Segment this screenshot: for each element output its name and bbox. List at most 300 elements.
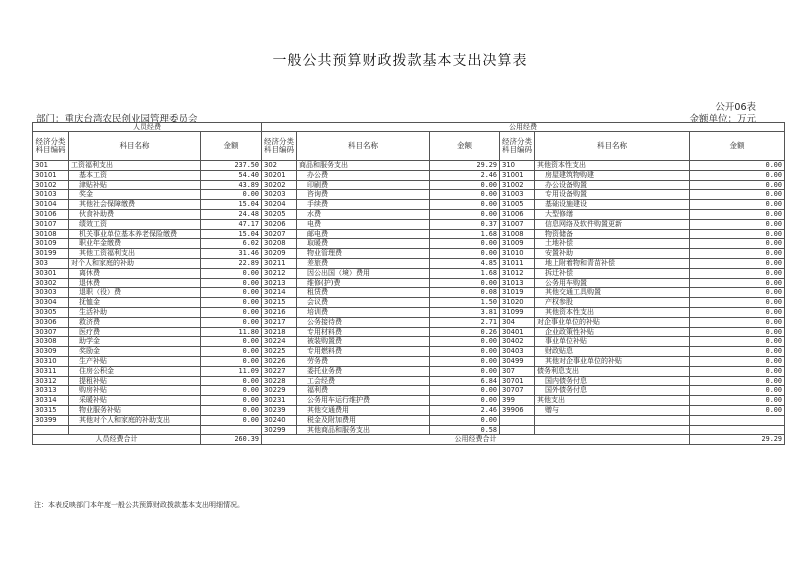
column-header-row [33,132,785,161]
amount-cell: 0.00 [430,396,500,406]
code-cell: 30207 [262,229,297,239]
name-cell: 房屋建筑物购建 [535,170,690,180]
amount-cell: 0.00 [690,366,785,376]
amount-cell: 0.08 [430,288,500,298]
code-cell: 30307 [33,327,69,337]
name-cell: 抚恤金 [69,298,201,308]
col-code-header: 经济分类科目编码 [262,132,297,161]
name-cell: 财政贴息 [535,347,690,357]
name-cell [535,425,690,435]
table-row [33,327,785,337]
amount-cell: 0.00 [201,288,262,298]
col-name-header: 科目名称 [297,132,430,161]
table-row [33,249,785,259]
name-cell [535,415,690,425]
code-cell: 31008 [500,229,535,239]
amount-cell: 0.00 [690,356,785,366]
amount-cell: 0.00 [690,337,785,347]
amount-cell: 0.00 [430,190,500,200]
code-cell: 30214 [262,288,297,298]
code-cell: 30203 [262,190,297,200]
name-cell: 购房补贴 [69,386,201,396]
name-cell: 采暖补贴 [69,396,201,406]
code-cell: 30216 [262,307,297,317]
code-cell: 30108 [33,229,69,239]
code-cell: 31005 [500,200,535,210]
code-cell [500,425,535,435]
amount-cell: 0.58 [430,425,500,435]
name-cell: 印刷费 [297,180,430,190]
name-cell: 会议费 [297,298,430,308]
amount-cell: 0.00 [201,298,262,308]
name-cell: 生活补助 [69,307,201,317]
table-row [33,396,785,406]
amount-cell: 29.29 [430,161,500,171]
amount-cell: 0.00 [201,317,262,327]
name-cell: 助学金 [69,337,201,347]
amount-cell: 6.84 [430,376,500,386]
page-title: 一般公共预算财政拨款基本支出决算表 [272,53,528,69]
code-cell: 30208 [262,239,297,249]
code-cell: 30240 [262,415,297,425]
amount-cell: 15.04 [201,200,262,210]
code-cell: 30217 [262,317,297,327]
group-public-header: 公用经费 [262,123,785,132]
name-cell: 退休费 [69,278,201,288]
amount-cell: 0.00 [690,307,785,317]
amount-cell: 0.00 [690,219,785,229]
name-cell: 大型修缮 [535,209,690,219]
name-cell: 其他交通工具购置 [535,288,690,298]
amount-cell: 43.89 [201,180,262,190]
col-code-header: 经济分类科目编码 [500,132,535,161]
name-cell: 其他支出 [535,396,690,406]
code-cell: 30312 [33,376,69,386]
amount-cell: 0.00 [690,190,785,200]
amount-cell: 0.00 [201,396,262,406]
amount-cell: 0.00 [201,405,262,415]
name-cell: 住房公积金 [69,366,201,376]
total-public-value: 29.29 [690,435,785,445]
code-cell: 30225 [262,347,297,357]
code-cell: 39906 [500,405,535,415]
name-cell: 公务接待费 [297,317,430,327]
code-cell: 30403 [500,347,535,357]
code-cell: 30229 [262,386,297,396]
code-cell: 31011 [500,258,535,268]
amount-cell: 2.46 [430,405,500,415]
name-cell: 赠与 [535,405,690,415]
amount-cell: 0.00 [201,386,262,396]
name-cell: 退职（役）费 [69,288,201,298]
code-cell: 30103 [33,190,69,200]
code-cell: 31007 [500,219,535,229]
code-cell: 31019 [500,288,535,298]
code-cell: 31002 [500,180,535,190]
code-cell: 31001 [500,170,535,180]
code-cell: 30109 [33,239,69,249]
amount-cell: 0.00 [430,366,500,376]
code-cell: 30301 [33,268,69,278]
name-cell: 拆迁补偿 [535,268,690,278]
name-cell: 提租补贴 [69,376,201,386]
name-cell: 公务用车购置 [535,278,690,288]
amount-cell: 3.81 [430,307,500,317]
code-cell: 30313 [33,386,69,396]
code-cell: 30701 [500,376,535,386]
group-personnel-header: 人员经费 [33,123,262,132]
table-row [33,317,785,327]
amount-cell: 0.00 [690,317,785,327]
code-cell: 310 [500,161,535,171]
form-number: 公开06表 [715,102,756,113]
name-cell: 产权参股 [535,298,690,308]
amount-cell: 0.00 [690,298,785,308]
amount-cell: 0.00 [430,347,500,357]
amount-cell: 11.80 [201,327,262,337]
amount-cell: 0.00 [201,278,262,288]
name-cell: 医疗费 [69,327,201,337]
name-cell: 劳务费 [297,356,430,366]
amount-cell: 0.00 [690,180,785,190]
table-row [33,288,785,298]
code-cell: 30224 [262,337,297,347]
name-cell: 水费 [297,209,430,219]
amount-cell: 0.00 [690,268,785,278]
name-cell [69,425,201,435]
amount-cell: 0.26 [430,327,500,337]
code-cell: 30104 [33,200,69,210]
code-cell: 30314 [33,396,69,406]
name-cell: 电费 [297,219,430,229]
name-cell: 公务用车运行维护费 [297,396,430,406]
name-cell: 工会经费 [297,376,430,386]
table-row [33,278,785,288]
total-personnel-label: 人员经费合计 [33,435,201,445]
amount-cell: 0.00 [690,161,785,171]
table-row [33,200,785,210]
table-row [33,209,785,219]
code-cell: 30218 [262,327,297,337]
name-cell: 办公设备购置 [535,180,690,190]
code-cell: 30201 [262,170,297,180]
amount-cell [690,415,785,425]
name-cell: 安置补助 [535,249,690,259]
code-cell: 399 [500,396,535,406]
name-cell: 离休费 [69,268,201,278]
code-cell: 31013 [500,278,535,288]
amount-cell: 0.00 [201,347,262,357]
code-cell: 31020 [500,298,535,308]
amount-cell: 1.68 [430,268,500,278]
name-cell: 专用设备购置 [535,190,690,200]
code-cell: 31010 [500,249,535,259]
code-cell: 30302 [33,278,69,288]
amount-cell: 0.00 [430,337,500,347]
code-cell: 302 [262,161,297,171]
amount-cell: 0.00 [690,239,785,249]
name-cell: 其他对个人和家庭的补助支出 [69,415,201,425]
amount-cell: 0.00 [690,278,785,288]
total-personnel-value: 260.39 [201,435,262,445]
code-cell: 30213 [262,278,297,288]
name-cell: 救济费 [69,317,201,327]
amount-cell: 0.00 [690,170,785,180]
code-cell: 30231 [262,396,297,406]
table-row [33,258,785,268]
amount-cell: 1.50 [430,298,500,308]
col-amount-header: 金额 [690,132,785,161]
col-code-header: 经济分类科目编码 [33,132,69,161]
name-cell: 办公费 [297,170,430,180]
table-row [33,239,785,249]
code-cell: 30227 [262,366,297,376]
amount-cell: 0.00 [430,386,500,396]
name-cell: 伙食补助费 [69,209,201,219]
code-cell: 30101 [33,170,69,180]
name-cell: 企业政策性补贴 [535,327,690,337]
name-cell: 职业年金缴费 [69,239,201,249]
name-cell: 其他社会保障缴费 [69,200,201,210]
amount-cell: 0.00 [690,386,785,396]
name-cell: 被装购置费 [297,337,430,347]
amount-cell: 0.00 [690,396,785,406]
name-cell: 其他交通费用 [297,405,430,415]
code-cell: 30239 [262,405,297,415]
name-cell: 其他工资福利支出 [69,249,201,259]
name-cell: 地上附着物和青苗补偿 [535,258,690,268]
amount-cell: 0.00 [201,268,262,278]
expenditure-table [32,122,785,445]
department-label: 部门：重庆台湾农民创业园管理委员会 [36,114,198,125]
code-cell: 30215 [262,298,297,308]
amount-cell: 0.00 [430,239,500,249]
code-cell: 30202 [262,180,297,190]
code-cell: 31012 [500,268,535,278]
col-amount-header: 金额 [430,132,500,161]
code-cell: 30204 [262,200,297,210]
amount-cell: 0.00 [201,356,262,366]
name-cell: 基本工资 [69,170,201,180]
amount-cell: 47.17 [201,219,262,229]
amount-cell: 1.68 [430,229,500,239]
amount-cell: 0.00 [430,200,500,210]
name-cell: 事业单位补贴 [535,337,690,347]
code-cell: 30299 [262,425,297,435]
name-cell: 津贴补贴 [69,180,201,190]
table-row [33,415,785,425]
amount-cell: 0.00 [690,288,785,298]
amount-cell: 0.00 [430,356,500,366]
name-cell: 奖励金 [69,347,201,357]
name-cell: 租赁费 [297,288,430,298]
amount-cell: 0.00 [690,376,785,386]
amount-cell: 6.02 [201,239,262,249]
table-row [33,386,785,396]
total-public-label: 公用经费合计 [262,435,690,445]
name-cell: 专用燃料费 [297,347,430,357]
amount-cell: 0.00 [690,405,785,415]
code-cell: 30102 [33,180,69,190]
name-cell: 物业服务补贴 [69,405,201,415]
amount-cell: 0.00 [430,415,500,425]
code-cell: 30226 [262,356,297,366]
code-cell: 31009 [500,239,535,249]
amount-cell: 0.00 [690,258,785,268]
amount-cell: 0.37 [430,219,500,229]
col-amount-header: 金额 [201,132,262,161]
amount-cell [201,425,262,435]
name-cell: 专用材料费 [297,327,430,337]
name-cell: 培训费 [297,307,430,317]
table-row [33,190,785,200]
code-cell: 30399 [33,415,69,425]
table-row [33,161,785,171]
code-cell: 30212 [262,268,297,278]
name-cell: 委托业务费 [297,366,430,376]
amount-cell: 0.00 [690,249,785,259]
code-cell [33,425,69,435]
amount-cell: 0.00 [690,200,785,210]
name-cell: 物业管理费 [297,249,430,259]
amount-cell: 15.04 [201,229,262,239]
table-row [33,229,785,239]
name-cell: 绩效工资 [69,219,201,229]
code-cell: 30303 [33,288,69,298]
amount-cell: 0.00 [201,376,262,386]
code-cell: 30402 [500,337,535,347]
amount-cell: 0.00 [430,278,500,288]
code-cell: 303 [33,258,69,268]
name-cell: 生产补贴 [69,356,201,366]
name-cell: 因公出国（境）费用 [297,268,430,278]
amount-cell: 11.09 [201,366,262,376]
name-cell: 机关事业单位基本养老保险缴费 [69,229,201,239]
table-row [33,376,785,386]
name-cell: 基础设施建设 [535,200,690,210]
name-cell: 对企事业单位的补贴 [535,317,690,327]
amount-cell: 0.00 [201,415,262,425]
code-cell: 30228 [262,376,297,386]
name-cell: 土地补偿 [535,239,690,249]
code-cell: 30107 [33,219,69,229]
col-name-header: 科目名称 [535,132,690,161]
amount-cell: 22.89 [201,258,262,268]
amount-cell: 0.00 [201,190,262,200]
code-cell: 30707 [500,386,535,396]
code-cell: 304 [500,317,535,327]
amount-cell: 0.00 [430,249,500,259]
name-cell: 债务利息支出 [535,366,690,376]
code-cell: 31003 [500,190,535,200]
amount-cell: 54.40 [201,170,262,180]
name-cell: 国外债务付息 [535,386,690,396]
code-cell: 30315 [33,405,69,415]
code-cell: 301 [33,161,69,171]
code-cell: 31099 [500,307,535,317]
name-cell: 商品和服务支出 [297,161,430,171]
code-cell: 30499 [500,356,535,366]
table-row [33,356,785,366]
table-row [33,425,785,435]
code-cell: 30106 [33,209,69,219]
code-cell: 30199 [33,249,69,259]
code-cell: 30401 [500,327,535,337]
amount-cell: 0.00 [690,209,785,219]
footnote: 注：本表反映部门本年度一般公共预算财政拨款基本支出明细情况。 [34,501,244,509]
name-cell: 对个人和家庭的补助 [69,258,201,268]
group-header-row [33,123,785,132]
code-cell [500,415,535,425]
amount-cell: 0.00 [201,337,262,347]
table-row [33,347,785,357]
amount-unit-label: 金额单位：万元 [689,114,756,125]
amount-cell: 4.85 [430,258,500,268]
table-row [33,405,785,415]
table-row [33,219,785,229]
code-cell: 30305 [33,307,69,317]
name-cell: 其他资本性支出 [535,161,690,171]
table-row [33,366,785,376]
code-cell: 30311 [33,366,69,376]
code-cell: 30309 [33,347,69,357]
name-cell: 奖金 [69,190,201,200]
amount-cell: 0.00 [690,229,785,239]
code-cell: 30211 [262,258,297,268]
code-cell: 307 [500,366,535,376]
code-cell: 30206 [262,219,297,229]
table-row [33,180,785,190]
amount-cell: 237.50 [201,161,262,171]
amount-cell [690,425,785,435]
name-cell: 福利费 [297,386,430,396]
amount-cell: 0.00 [201,307,262,317]
code-cell: 30209 [262,249,297,259]
code-cell: 30205 [262,209,297,219]
name-cell: 差旅费 [297,258,430,268]
table-row [33,170,785,180]
col-name-header: 科目名称 [69,132,201,161]
name-cell: 取暖费 [297,239,430,249]
name-cell: 税金及附加费用 [297,415,430,425]
amount-cell: 0.00 [690,347,785,357]
name-cell: 工资福利支出 [69,161,201,171]
name-cell: 手续费 [297,200,430,210]
code-cell: 30304 [33,298,69,308]
table-row [33,307,785,317]
name-cell: 其他对企事业单位的补贴 [535,356,690,366]
name-cell: 其他资本性支出 [535,307,690,317]
name-cell: 物资储备 [535,229,690,239]
amount-cell: 0.00 [430,209,500,219]
name-cell: 咨询费 [297,190,430,200]
code-cell: 30306 [33,317,69,327]
amount-cell: 2.46 [430,170,500,180]
totals-row [33,435,785,445]
amount-cell: 31.46 [201,249,262,259]
name-cell: 国内债务付息 [535,376,690,386]
name-cell: 维修(护)费 [297,278,430,288]
name-cell: 其他商品和服务支出 [297,425,430,435]
table-row [33,268,785,278]
name-cell: 信息网络及软件购置更新 [535,219,690,229]
table-row [33,337,785,347]
amount-cell: 2.71 [430,317,500,327]
table-row [33,298,785,308]
amount-cell: 24.48 [201,209,262,219]
amount-cell: 0.00 [690,327,785,337]
code-cell: 30308 [33,337,69,347]
